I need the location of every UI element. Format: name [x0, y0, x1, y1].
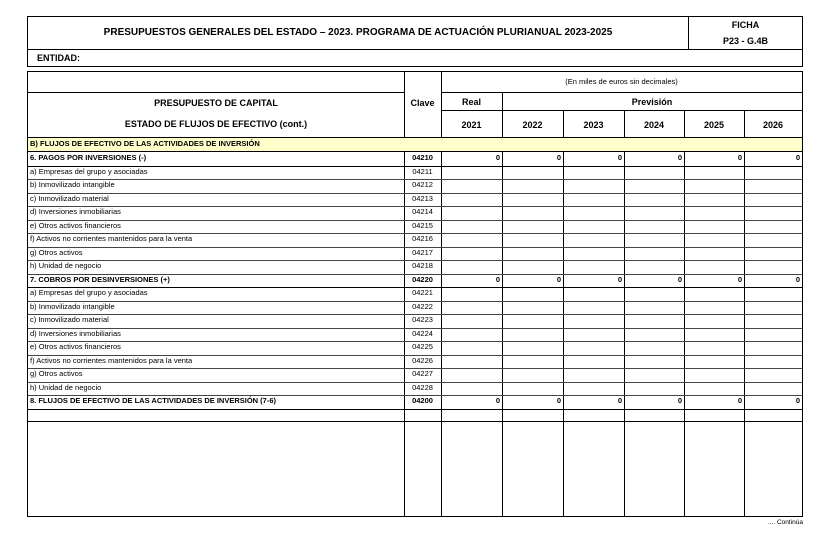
- row-clave: 04225: [412, 342, 433, 351]
- row-value: 0: [556, 153, 561, 162]
- year-header: 2026: [762, 120, 784, 130]
- entity-row: [27, 50, 803, 67]
- divider: [28, 409, 802, 410]
- row-value: 0: [495, 396, 500, 405]
- ficha-code: P23 - G.4B: [722, 36, 769, 46]
- row-value: 0: [677, 274, 682, 284]
- form-title: PRESUPUESTOS GENERALES DEL ESTADO – 2023. PROGRAMA DE ACTUACIÓN PLURIANUAL 2023-2025: [103, 27, 613, 38]
- section-investment-activities: [28, 138, 802, 151]
- row-clave: 04213: [412, 193, 433, 203]
- row-value: 0: [677, 396, 682, 405]
- table-row: [28, 260, 802, 274]
- row-clave: 04216: [412, 234, 433, 243]
- row-clave: 04217: [412, 247, 433, 257]
- year-header: 2021: [461, 120, 482, 130]
- row-clave: 04211: [412, 166, 433, 176]
- table-row: [28, 274, 802, 288]
- row-label: c) Inmovilizado material: [30, 315, 109, 324]
- row-clave: 04200: [412, 396, 433, 405]
- ficha-box: [688, 17, 802, 49]
- table-row: [28, 301, 802, 315]
- real-header: Real: [461, 97, 481, 107]
- year-header: 2022: [522, 120, 543, 130]
- divider: [28, 92, 404, 93]
- table-row: [28, 382, 802, 396]
- row-label: h) Unidad de negocio: [30, 382, 102, 392]
- row-clave: 04224: [412, 328, 433, 338]
- table-row: [28, 166, 802, 180]
- row-clave: 04218: [412, 261, 433, 270]
- divider: [28, 421, 802, 422]
- continues-note: .... Continúa: [767, 519, 803, 526]
- row-value: 0: [795, 274, 800, 284]
- row-clave: 04214: [412, 207, 433, 216]
- row-value: 0: [495, 153, 500, 162]
- row-label: f) Activos no corrientes mantenidos para la venta: [30, 234, 193, 243]
- table-title-line2: ESTADO DE FLUJOS DE EFECTIVO (cont.): [124, 119, 308, 129]
- row-label: a) Empresas del grupo y asociadas: [30, 288, 148, 297]
- table-row: [28, 287, 802, 301]
- form-header: [27, 16, 803, 50]
- row-label: e) Otros activos financieros: [30, 220, 121, 230]
- row-value: 0: [556, 396, 561, 405]
- row-clave: 04221: [412, 288, 433, 297]
- row-label: d) Inversiones inmobiliarias: [30, 207, 121, 216]
- table-row: [28, 328, 802, 342]
- table-row: [28, 247, 802, 261]
- row-label: 8. FLUJOS DE EFECTIVO DE LAS ACTIVIDADES DE INVERSIÓN (7-6): [30, 396, 277, 405]
- cash-flow-table: [27, 71, 803, 517]
- row-clave: 04210: [412, 153, 433, 162]
- table-row: [28, 233, 802, 247]
- row-clave: 04220: [412, 274, 433, 284]
- divider: [441, 110, 802, 111]
- row-value: 0: [737, 274, 742, 284]
- row-value: 0: [556, 274, 561, 284]
- table-row: [28, 206, 802, 220]
- divider: [441, 92, 802, 93]
- row-label: e) Otros activos financieros: [30, 342, 121, 351]
- table-row: [28, 193, 802, 207]
- prevision-header: Previsión: [631, 97, 673, 107]
- row-value: 0: [677, 153, 682, 162]
- row-label: 6. PAGOS POR INVERSIONES (-): [30, 153, 147, 162]
- row-label: c) Inmovilizado material: [30, 193, 109, 203]
- units-note: (En miles de euros sin decimales): [565, 77, 678, 86]
- row-clave: 04228: [412, 382, 433, 392]
- table-title-line1: PRESUPUESTO DE CAPITAL: [154, 98, 278, 108]
- row-clave: 04226: [412, 355, 433, 365]
- row-value: 0: [617, 274, 622, 284]
- table-row: [28, 220, 802, 234]
- row-label: g) Otros activos: [30, 369, 83, 378]
- row-value: 0: [737, 153, 742, 162]
- row-label: d) Inversiones inmobiliarias: [30, 328, 121, 338]
- row-label: g) Otros activos: [30, 247, 83, 257]
- table-row: [28, 152, 802, 166]
- table-row: [28, 368, 802, 382]
- clave-header: Clave: [410, 98, 435, 108]
- row-clave: 04222: [412, 301, 433, 311]
- year-header: 2023: [583, 120, 604, 130]
- ficha-label: FICHA: [731, 20, 760, 30]
- table-row: [28, 179, 802, 193]
- row-clave: 04215: [412, 220, 433, 230]
- row-label: f) Activos no corrientes mantenidos para la venta: [30, 355, 193, 365]
- row-label: b) Inmovilizado intangible: [30, 180, 115, 189]
- row-clave: 04223: [412, 315, 433, 324]
- row-label: b) Inmovilizado intangible: [30, 301, 115, 311]
- row-value: 0: [495, 274, 500, 284]
- row-value: 0: [617, 396, 622, 405]
- section-label: B) FLUJOS DE EFECTIVO DE LAS ACTIVIDADES DE INVERSIÓN: [30, 139, 260, 148]
- table-row: [28, 355, 802, 369]
- table-row: [28, 395, 802, 409]
- row-value: 0: [737, 396, 742, 405]
- row-value: 0: [795, 153, 800, 162]
- row-label: a) Empresas del grupo y asociadas: [30, 166, 148, 176]
- table-row: [28, 341, 802, 355]
- table-row: [28, 314, 802, 328]
- year-header: 2025: [703, 120, 725, 130]
- entity-label: ENTIDAD:: [37, 53, 80, 63]
- row-label: 7. COBROS POR DESINVERSIONES (+): [30, 274, 170, 284]
- row-clave: 04227: [412, 369, 433, 378]
- row-value: 0: [795, 396, 800, 405]
- row-label: h) Unidad de negocio: [30, 261, 102, 270]
- year-header: 2024: [643, 120, 665, 130]
- row-value: 0: [617, 153, 622, 162]
- row-clave: 04212: [412, 180, 433, 189]
